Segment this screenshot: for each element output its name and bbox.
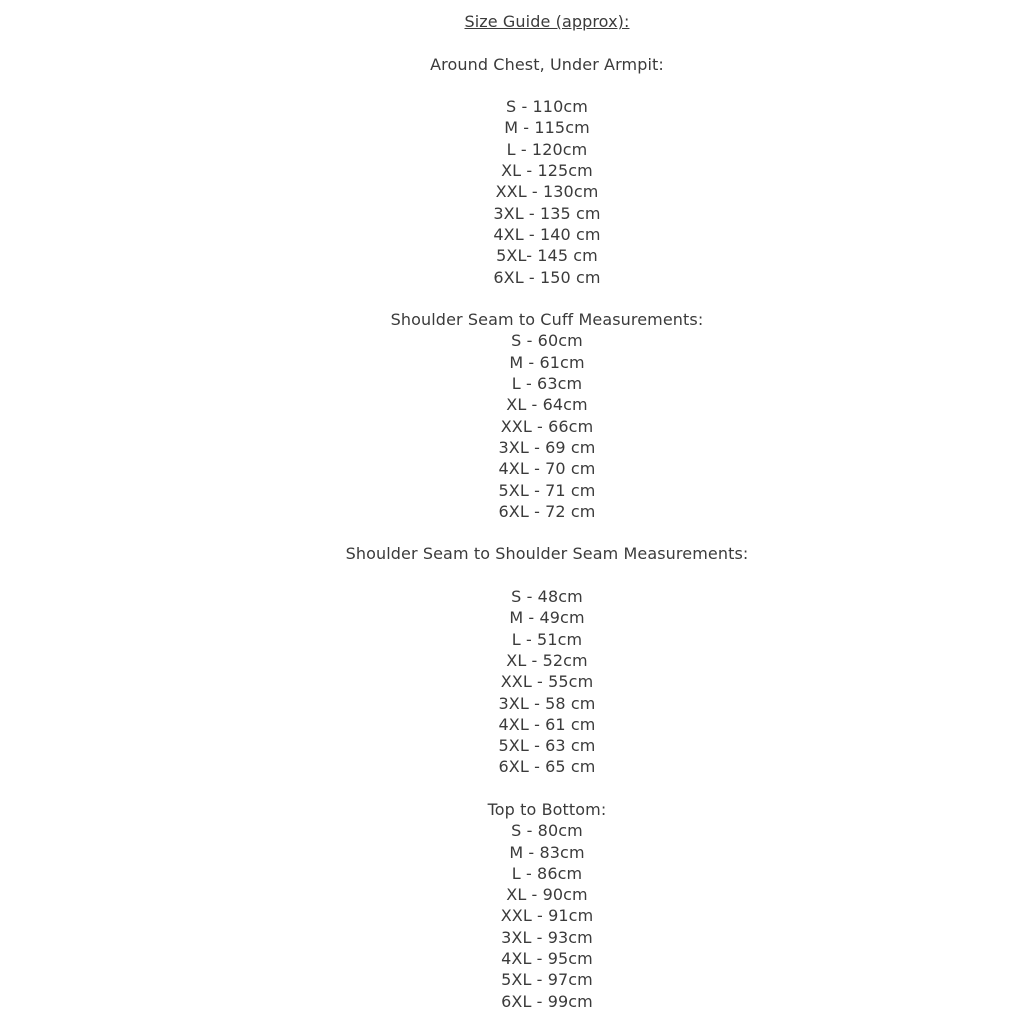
size-row: 3XL - 69 cm bbox=[498, 437, 596, 457]
size-row: 3XL - 93cm bbox=[501, 927, 593, 947]
size-row: 6XL - 99cm bbox=[501, 991, 593, 1011]
size-section bbox=[70, 54, 1024, 288]
size-row: 5XL - 97cm bbox=[501, 970, 593, 990]
size-row: 3XL - 135 cm bbox=[493, 203, 601, 223]
size-row: 5XL- 145 cm bbox=[496, 246, 598, 266]
size-row: XL - 90cm bbox=[506, 885, 588, 905]
section-heading: Around Chest, Under Armpit: bbox=[430, 54, 664, 74]
size-section bbox=[70, 309, 1024, 522]
section-heading: Top to Bottom: bbox=[487, 799, 607, 819]
size-section bbox=[70, 799, 1024, 1012]
size-row: S - 110cm bbox=[506, 97, 588, 117]
section-heading: Shoulder Seam to Cuff Measurements: bbox=[390, 310, 704, 330]
size-row: M - 61cm bbox=[509, 352, 585, 372]
page-title: Size Guide (approx): bbox=[464, 12, 630, 31]
size-row: 4XL - 95cm bbox=[501, 949, 593, 969]
size-section bbox=[70, 543, 1024, 777]
size-row: XL - 125cm bbox=[501, 161, 593, 181]
size-row: M - 83cm bbox=[509, 842, 585, 862]
size-row: 3XL - 58 cm bbox=[498, 693, 596, 713]
size-row: XXL - 66cm bbox=[500, 416, 594, 436]
size-row: XL - 52cm bbox=[506, 650, 588, 670]
size-row: 5XL - 71 cm bbox=[498, 480, 596, 500]
size-row: S - 48cm bbox=[511, 587, 583, 607]
size-row: 4XL - 140 cm bbox=[493, 224, 601, 244]
size-row: L - 86cm bbox=[511, 863, 583, 883]
size-row: XL - 64cm bbox=[506, 395, 588, 415]
section-heading: Shoulder Seam to Shoulder Seam Measurements: bbox=[345, 544, 749, 564]
size-row: 4XL - 70 cm bbox=[498, 459, 596, 479]
size-row: S - 60cm bbox=[511, 331, 583, 351]
size-row: XXL - 55cm bbox=[500, 672, 594, 692]
size-row: L - 63cm bbox=[511, 374, 583, 394]
size-row: L - 120cm bbox=[506, 139, 588, 159]
size-row: 6XL - 65 cm bbox=[498, 757, 596, 777]
size-row: XXL - 91cm bbox=[500, 906, 594, 926]
size-row: S - 80cm bbox=[511, 821, 583, 841]
size-row: 6XL - 72 cm bbox=[498, 501, 596, 521]
size-row: M - 115cm bbox=[504, 118, 590, 138]
size-row: 6XL - 150 cm bbox=[493, 267, 601, 287]
size-row: XXL - 130cm bbox=[495, 182, 599, 202]
size-guide-sections bbox=[70, 54, 1024, 1012]
size-row: 5XL - 63 cm bbox=[498, 736, 596, 756]
size-row: 4XL - 61 cm bbox=[498, 714, 596, 734]
size-row: L - 51cm bbox=[511, 629, 583, 649]
size-row: M - 49cm bbox=[509, 608, 585, 628]
